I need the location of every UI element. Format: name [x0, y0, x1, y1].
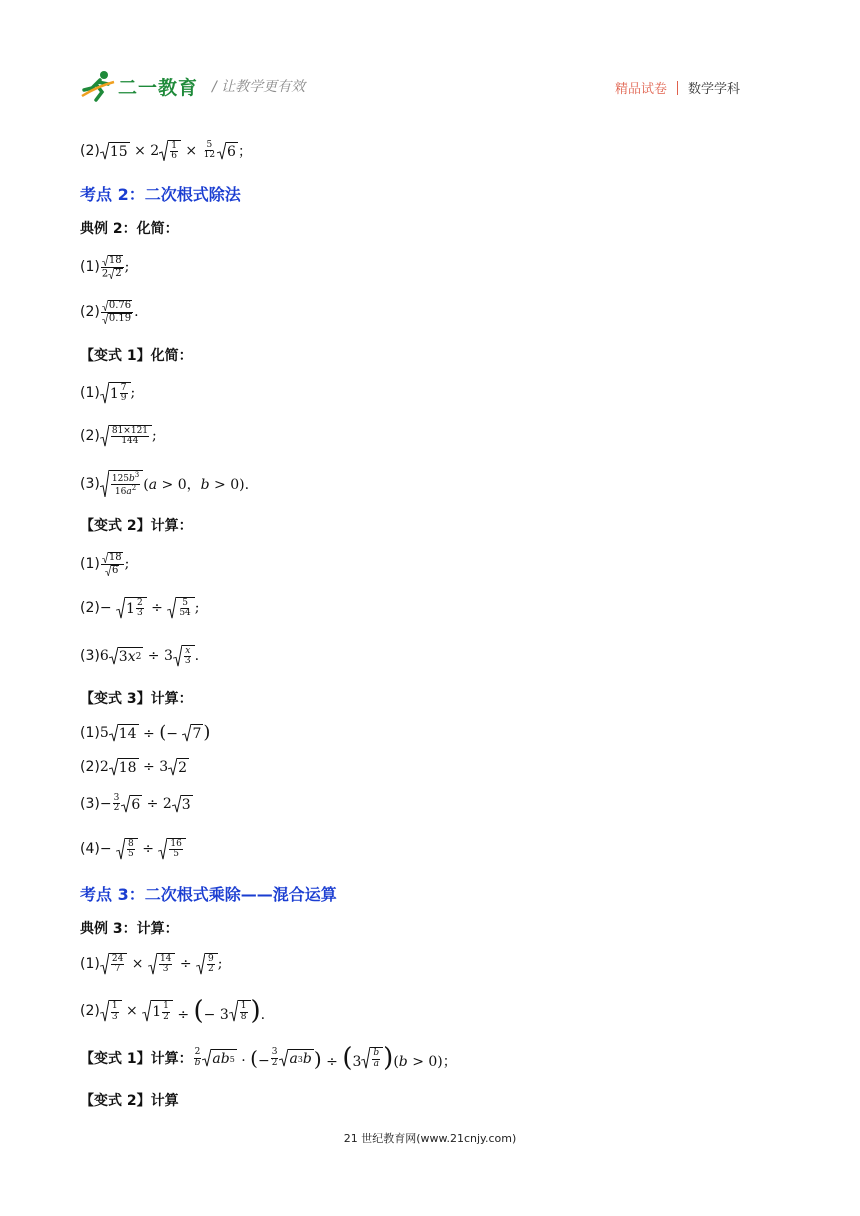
variant-2-label: 【变式 2】计算：: [80, 518, 193, 534]
problem-line: (1) $\frac{18}{6}$ ;: [80, 552, 130, 576]
header-tags: [615, 78, 740, 97]
logo-text: 二一教育: [118, 76, 199, 99]
problem-line: (1) 18 2 2 ;: [80, 255, 130, 279]
example-2-label: 典例 2：化简：: [80, 221, 179, 237]
problem-line: (1) 1 $\frac{7}{9}$ ;: [80, 383, 136, 404]
variant-3-label: 【变式 3】计算：: [80, 691, 193, 707]
problem-line: (1) $\frac{24}{7}$ × $\frac{14}{3}$ ÷ $\frac{9}{2}$ ;: [80, 954, 223, 975]
variant-1-label: 【变式 1】化简：: [80, 348, 193, 364]
problem-line: (4) − $\frac{8}{5}$ ÷ $\frac{16}{5}$: [80, 838, 186, 860]
example-3-label: 典例 3：计算：: [80, 921, 179, 937]
problem-line: (2) $\frac{1}{3}$ × 1 $\frac{1}{2}$ ÷ (− 3 $\frac{1}{8}$ ).: [80, 996, 266, 1026]
problem-line: (3) $\frac{125b^3}{16a^2}$ (a > 0，b > 0).: [80, 471, 250, 498]
problem-line: (2) $\frac{81\times 121}{144}$ ;: [80, 426, 157, 447]
problem-line: (1) 5 14 ÷ (− 7 ): [80, 722, 211, 743]
section-heading-3: 考点 3：二次根式乘除——混合运算: [80, 885, 337, 904]
logo: [80, 70, 305, 102]
section-heading-2: 考点 2：二次根式除法: [80, 185, 241, 204]
variant-1-problem: 【变式 1】计算： $\frac{2}{b}$ ab 5 · (− $\frac{3}{2}$ a 3 b ) ÷ (3 $\frac{b}{a}$ )(b > 0)；: [80, 1043, 457, 1073]
problem-line: (3) − $\frac{3}{2}$ 6 ÷ 2 3: [80, 793, 191, 814]
problem-line: (2) $\frac{0.76}{0.19}$ .: [80, 300, 139, 324]
problem-line: (2) 2 18 ÷ 3 2: [80, 759, 188, 776]
header-subject: 数学学科: [687, 82, 740, 97]
page-footer: 21 世纪教育网(www.21cnjy.com): [343, 1132, 517, 1145]
variant-2-label: 【变式 2】计算: [80, 1093, 179, 1109]
header-divider: [677, 81, 678, 95]
problem-line: (3) 6 3 x 2 ÷ 3 $\frac{x}{3}$ .: [80, 646, 200, 667]
header-tag: 精品试卷: [614, 82, 667, 97]
problem-line: (2) − 1 $\frac{2}{3}$ ÷ $\frac{5}{54}$ ;: [80, 598, 200, 619]
page-header: [80, 70, 740, 106]
runner-logo-icon: [80, 70, 116, 102]
problem-line: (2) 15 × 2 $\frac{1}{6}$ × $\frac{5}{12}$ 6 ；: [80, 140, 252, 162]
slogan: / 让教学更有效: [212, 79, 306, 95]
